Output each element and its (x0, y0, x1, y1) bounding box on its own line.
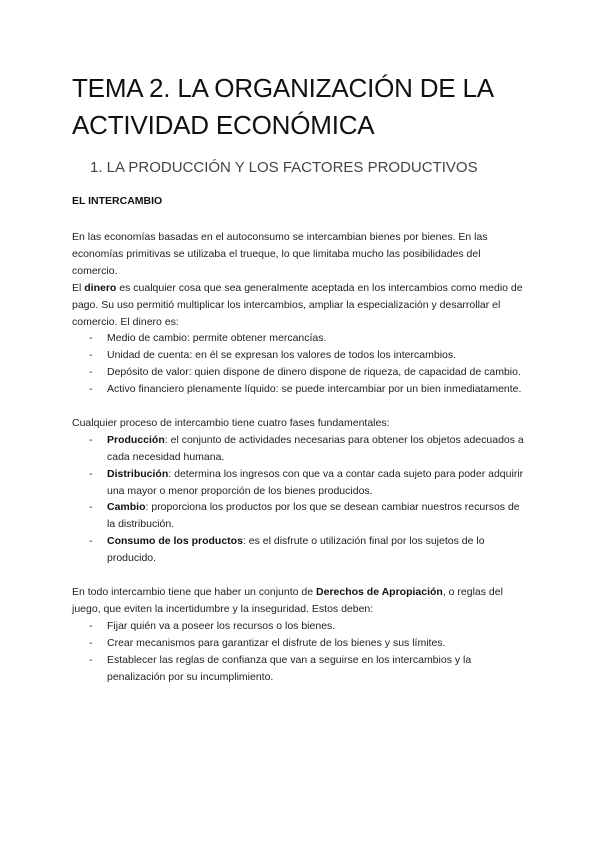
dash-bullet: - (89, 636, 93, 649)
list-item (72, 347, 528, 364)
list-item (72, 635, 528, 652)
list-item-text: Medio de cambio: permite obtener mercancías. (107, 332, 327, 345)
list-item (72, 652, 528, 686)
paragraph-fases: Cualquier proceso de intercambio tiene cuatro fases fundamentales: (72, 416, 390, 429)
dash-bullet: - (89, 535, 93, 548)
list-item-text: Unidad de cuenta: en él se expresan los valores de todos los intercambios. (107, 349, 457, 362)
dash-bullet: - (89, 349, 93, 362)
dash-bullet: - (89, 501, 93, 514)
bold-term: Consumo de los productos (107, 535, 243, 548)
bold-term: Distribución (107, 467, 169, 480)
document-body (72, 229, 528, 685)
list-item-text: : determina los ingresos con que va a contar cada sujeto para poder adquirir una mayor o menor proporción de los bienes producidos. (107, 467, 524, 497)
list-item-text: : el conjunto de actividades necesarias para obtener los objetos adecuados a cada necesidad humana. (107, 433, 524, 463)
list-item (72, 364, 528, 381)
dash-bullet: - (89, 383, 93, 396)
list-item-text: Depósito de valor: quien dispone de dinero dispone de riqueza, de capacidad de cambio. (107, 366, 521, 379)
list-item (72, 533, 528, 567)
paragraph-derechos (72, 584, 528, 618)
bold-term: Producción (107, 433, 165, 446)
bold-term: Cambio (107, 501, 146, 514)
text-run: El (72, 281, 85, 294)
rights-list (72, 618, 528, 686)
list-item-text: : es el disfrute o utilización final por los sujetos de lo producido. (107, 535, 485, 565)
dash-bullet: - (89, 366, 93, 379)
list-item (72, 432, 528, 466)
list-item-text: Activo financiero plenamente líquido: se puede intercambiar por un bien inmediatamente. (107, 383, 522, 396)
spacer (72, 567, 528, 584)
section-subtitle: 1. LA PRODUCCIÓN Y LOS FACTORES PRODUCTIVOS (90, 159, 478, 176)
list-item (72, 330, 528, 347)
page-title: TEMA 2. LA ORGANIZACIÓN DE LA ACTIVIDAD ECONÓMICA (72, 73, 493, 140)
dash-bullet: - (89, 619, 93, 632)
dash-bullet: - (89, 653, 93, 666)
list-item (72, 381, 528, 398)
text-run: es cualquier cosa que sea generalmente aceptada en los intercambios como medio de pago. Su uso permitió multiplicar los intercambios, ampliar la especialización y desarrollar el comercio. El dinero es: (72, 281, 523, 328)
text-run: , o reglas del juego, que eviten la incertidumbre y la inseguridad. Estos deben: (72, 586, 503, 615)
dash-bullet: - (89, 332, 93, 345)
list-item-text: Establecer las reglas de confianza que van a seguirse en los intercambios y la penalización por su incumplimiento. (107, 653, 472, 683)
list-item-text: Fijar quién va a poseer los recursos o los bienes. (107, 619, 336, 632)
list-item-text: Crear mecanismos para garantizar el disfrute de los bienes y sus límites. (107, 636, 446, 649)
list-item (72, 466, 528, 500)
paragraph-dinero (72, 280, 528, 331)
text-run: En todo intercambio tiene que haber un conjunto de (72, 586, 317, 598)
list-item (72, 618, 528, 635)
phases-list (72, 432, 528, 567)
spacer (72, 398, 528, 415)
dash-bullet: - (89, 433, 93, 446)
section-heading: EL INTERCAMBIO (72, 195, 163, 207)
bold-term-dinero: dinero (84, 281, 117, 294)
bold-term-derechos: Derechos de Apropiación (316, 586, 443, 598)
paragraph-autoconsumo: En las economías basadas en el autoconsumo se intercambian bienes por bienes. En las economías primitivas se utilizaba el trueque, lo que limitaba mucho las posibilidades del comercio. (72, 231, 488, 277)
dash-bullet: - (89, 467, 93, 480)
list-item (72, 499, 528, 533)
money-functions-list (72, 330, 528, 398)
list-item-text: : proporciona los productos por los que se desean cambiar nuestros recursos de la distribución. (107, 501, 520, 531)
